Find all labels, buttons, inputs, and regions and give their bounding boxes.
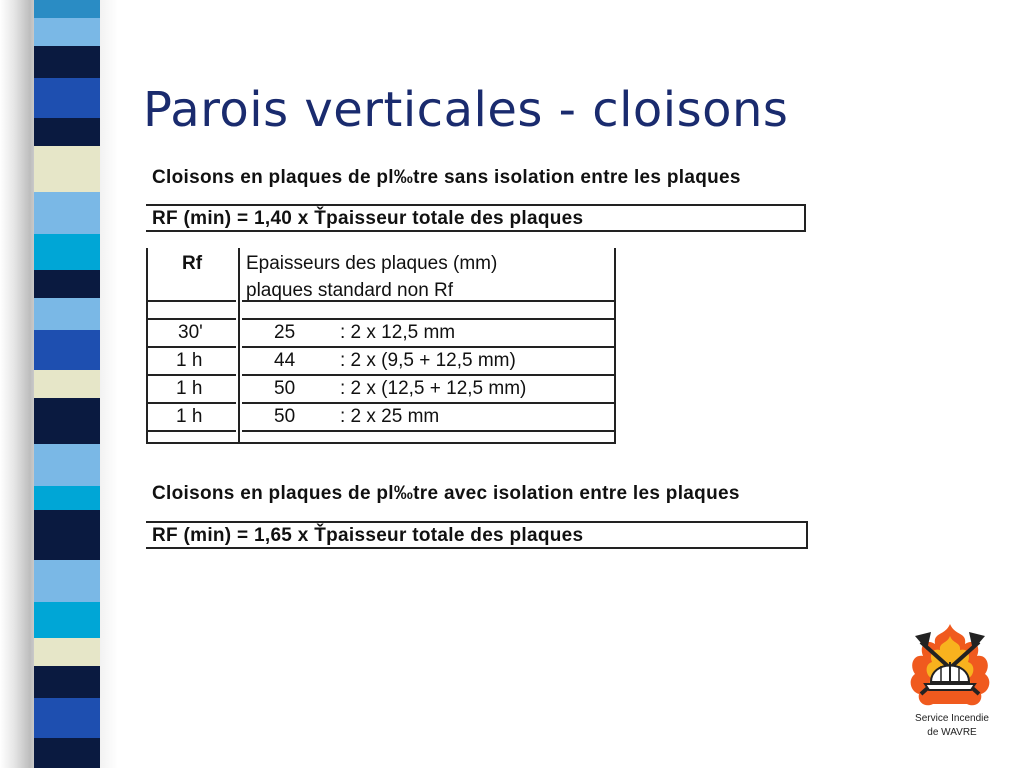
stripe-segment [34,560,100,602]
formula-text: RF (min) = 1,40 x Ťpaisseur totale des plaques [152,208,584,229]
formula-box-with-insulation [146,521,808,549]
section-heading-with-insulation: Cloisons en plaques de pl‰tre avec isolation entre les plaques [152,483,740,504]
table-row-detail: : 2 x 25 mm [340,406,440,427]
stripe-segment [34,666,100,698]
fire-helmet-axes-icon [905,620,995,710]
stripe-segment [34,370,100,398]
table-header-rf: Rf [182,253,203,274]
logo-caption-line2: de WAVRE [927,727,977,738]
table-row-thickness: 50 [274,406,296,427]
formula-box-without-insulation [146,204,806,232]
table-row-detail: : 2 x (12,5 + 12,5 mm) [340,378,527,399]
stripe-segment [34,78,100,118]
decorative-striped-band [0,0,118,768]
table-header-thickness-subtitle: plaques standard non Rf [246,280,454,301]
slide-title: Parois verticales - cloisons [143,82,789,138]
stripe-segment [34,602,100,638]
table-row-thickness: 25 [274,322,296,343]
table-row-detail: : 2 x (9,5 + 12,5 mm) [340,350,516,371]
table-row-rf: 1 h [176,406,203,427]
table-row-rf: 1 h [176,350,203,371]
stripe-segment [34,510,100,560]
table-header-thickness: Epaisseurs des plaques (mm) [246,253,498,274]
stripe-segment [34,398,100,444]
stripe-segment [34,330,100,370]
stripe-segment [34,444,100,486]
logo-caption-line1: Service Incendie [915,713,989,724]
table-row-detail: : 2 x 12,5 mm [340,322,456,343]
table-row-thickness: 44 [274,350,296,371]
stripe-column [34,0,100,768]
stripe-segment [34,486,100,510]
stripe-segment [34,118,100,146]
stripe-segment [34,270,100,298]
formula-text: RF (min) = 1,65 x Ťpaisseur totale des plaques [152,525,584,546]
stripe-segment [34,146,100,192]
stripe-segment [34,234,100,270]
stripe-segment [34,46,100,78]
table-row-thickness: 50 [274,378,296,399]
stripe-segment [34,698,100,738]
stripe-segment [34,638,100,666]
stripe-segment [34,0,100,18]
stripe-segment [34,192,100,234]
table-row-rf: 1 h [176,378,203,399]
stripe-segment [34,738,100,768]
stripe-segment [34,18,100,46]
table-row-rf: 30' [178,322,203,343]
thickness-table [146,248,618,444]
section-heading-without-insulation: Cloisons en plaques de pl‰tre sans isolation entre les plaques [152,167,741,188]
stripe-segment [34,298,100,330]
